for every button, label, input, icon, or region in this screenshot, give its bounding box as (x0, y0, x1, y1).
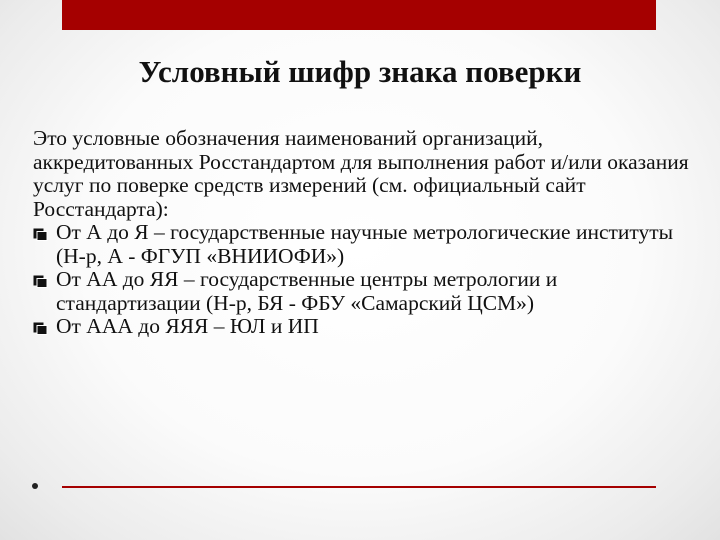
bullet-item-institutes (33, 221, 693, 268)
intro-paragraph: Это условные обозначения наименований организаций, аккредитованных Росстандартом для выполнения работ и/или оказания услуг по поверке средств измерений (см. официальный сайт Росстандарта): (33, 126, 689, 221)
bullet-item-legal-entities (33, 315, 693, 339)
checkbox-bullet-icon (33, 275, 48, 288)
bullet-text: От АА до ЯЯ – государственные центры метрологии и стандартизации (Н-р, БЯ - ФБУ «Самарский ЦСМ») (56, 267, 558, 315)
slide-title: Условный шифр знака поверки (138, 54, 582, 89)
bullet-text: От ААА до ЯЯЯ – ЮЛ и ИП (56, 314, 319, 338)
slide-body (33, 127, 693, 339)
checkbox-bullet-icon (33, 228, 48, 241)
footer-accent-line (62, 486, 656, 488)
checkbox-bullet-icon (33, 322, 48, 335)
bullet-text: От А до Я – государственные научные метрологические институты (Н-р, А - ФГУП «ВНИИОФИ») (56, 220, 674, 268)
top-accent-bar (62, 0, 656, 30)
bullet-item-centers (33, 268, 693, 315)
footer-bullet-dot (32, 483, 38, 489)
